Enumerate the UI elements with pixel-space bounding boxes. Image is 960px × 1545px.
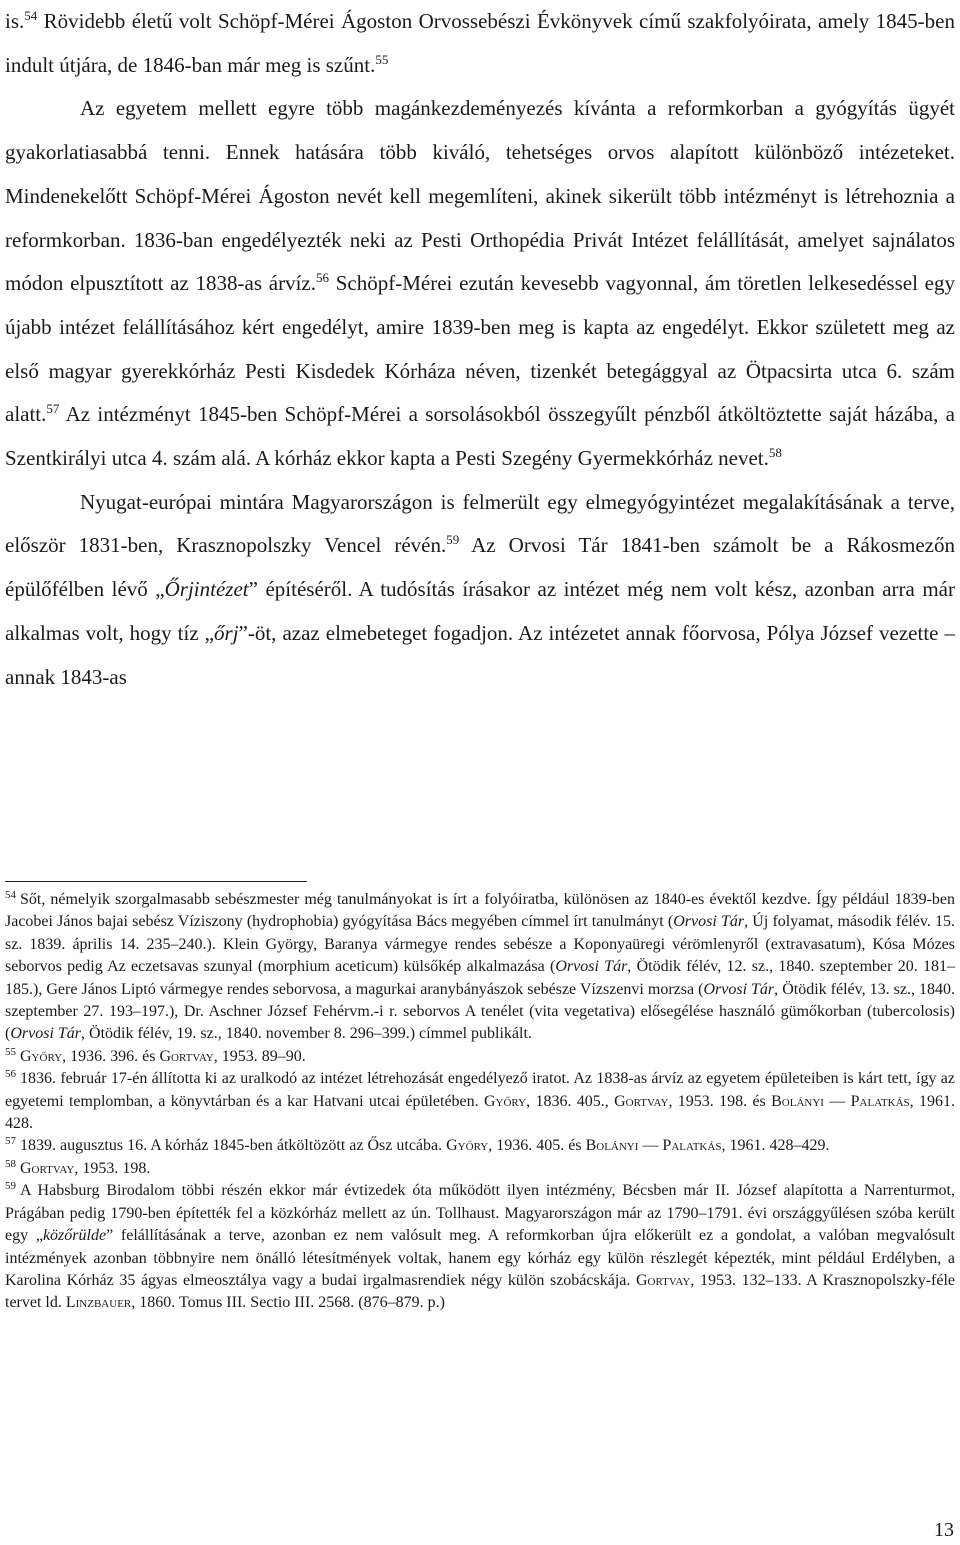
author-name: Gortvay — [636, 1271, 691, 1289]
author-name: Győry — [446, 1137, 489, 1155]
footnote-55 — [5, 1046, 955, 1068]
page-number: 13 — [934, 1519, 954, 1541]
text-run: — — [823, 1092, 851, 1110]
text-run: Az egyetem mellett egyre több magánkezdeményezés kívánta a reformkorban a gyógyítás ügyét gyakorlatiasabbá tenni. Ennek hatására több kiváló, tehetséges orvos alapított különböző intézeteket. Mindenekelőtt Schöpf-Mérei Ágoston nevét kell megemlíteni, akinek sikerült több intézményt is létrehoznia a reformkorban. 1836-ban engedélyezték neki az Pesti Orthopédia Privát Intézet felállítását, amelyet sajnálatos módon elpusztított az 1838-as árvíz. — [5, 96, 955, 296]
footnote-ref-54[interactable]: 54 — [24, 8, 38, 23]
italic-term: Orvosi Tár — [10, 1025, 82, 1043]
footnote-separator — [5, 881, 307, 882]
author-name: Bolányi — [771, 1092, 824, 1110]
author-name: Palatkás — [850, 1092, 910, 1110]
paragraph-2 — [5, 87, 955, 480]
text-run: , 1961. 428–429. — [721, 1137, 830, 1155]
text-run: Az Orvosi Tár 1841-ben számolt be a Rákosmezőn épülőfélben lévő „ — [5, 533, 955, 602]
author-name: Győry — [20, 1047, 63, 1065]
italic-term: Orvosi Tár — [703, 980, 775, 998]
text-run: , 1953. 198. — [74, 1159, 151, 1177]
text-run: , Új folyamat, második félév. 15. sz. 1839. április 14. 235–240.). Klein György, Baranya vármegye rendes sebésze a Koponyaüregi vérömlenyről (extravasatum), Kósa Mózes seborvos pedig Az eczetsavas szunyal (morphium aceticum) külsőkép alkalmazása ( — [5, 913, 955, 976]
italic-term: őrj — [214, 620, 239, 645]
paragraph-3 — [5, 481, 955, 700]
text-run: Sőt, némelyik szorgalmasabb sebészmester még tanulmányokat is írt a folyóiratba, különösen az 1840-es évektől kezdve. Így például 1839-ben Jacobei János bajai sebész Víziszony (hydrophobia) gyógyítása Bács megyében címmel írt tanulmányt ( — [5, 891, 955, 931]
footnote-number: 58 — [5, 1157, 16, 1170]
author-name: Győry — [483, 1092, 527, 1110]
footnote-number: 59 — [5, 1179, 16, 1192]
document-page — [5, 0, 955, 699]
text-run: 1836. február 17-én állította ki az uralkodó az intézet létrehozását engedélyező iratot. Az 1838-as árvíz az egyetem épületeiben is kárt tett, így az egyetemi templomban, a könyvtárban és a kar Hatvani utcai épületében. — [5, 1070, 955, 1110]
footnote-58 — [5, 1158, 955, 1180]
author-name: Linzbauer — [65, 1294, 132, 1312]
paragraph-1 — [5, 0, 955, 87]
footnote-59 — [5, 1180, 955, 1314]
footnote-number: 55 — [5, 1045, 16, 1058]
main-text — [5, 0, 955, 699]
text-run: , Ötödik félév, 19. sz., 1840. november 8. 296–399.) címmel publikált. — [81, 1025, 532, 1043]
footnote-54 — [5, 889, 955, 1046]
italic-term: Orvosi Tár — [555, 958, 628, 976]
text-run: , 1836. 405., — [526, 1092, 615, 1110]
footnote-number: 56 — [5, 1067, 16, 1080]
text-run: Schöpf-Mérei ezután kevesebb vagyonnal, ám töretlen lelkesedéssel egy újabb intézet felállításához kért engedélyt, amire 1839-ben meg is kapta az engedélyt. Ekkor született meg az első magyar gyerekkórház Pesti Kisdedek Kórháza néven, tizenkét betegággyal az Ötpacsirta utca 6. szám alatt. — [5, 271, 955, 427]
text-run: Rövidebb életű volt Schöpf-Mérei Ágoston Orvossebészi Évkönyvek című szakfolyóirata, amely 1845-ben indult útjára, de 1846-ban már meg is szűnt. — [5, 9, 955, 77]
text-run: — — [638, 1137, 663, 1155]
text-run: is. — [5, 9, 25, 33]
text-run: Nyugat-európai mintára Magyarországon is felmerült egy elmegyógyintézet megalakításának a terve, először 1831-ben, Krasznopolszky Vencel révén. — [5, 489, 955, 558]
text-run: , 1936. 396. és — [62, 1047, 160, 1065]
text-run: , 1961. 428. — [5, 1092, 956, 1133]
text-run: Az intézményt 1845-ben Schöpf-Mérei a sorsolásokból összegyűlt pénzből átköltöztette saját házába, a Szentkirályi utca 4. szám alá. A kórház ekkor kapta a Pesti Szegény Gyermekkórház nevet. — [5, 402, 955, 471]
footnotes — [5, 889, 955, 1315]
text-run: A Habsburg Birodalom többi részén ekkor már évtizedek óta működött ilyen intézmény, Bécsben már II. József alapította a Narrenturmot, Prágában pedig 1790-ben építették fel a közkórház mellett az ún. Tollhaust. Magyarországon már az 1790–1791. évi országgyűlésen szóba került egy „ — [5, 1182, 955, 1245]
footnote-57 — [5, 1135, 955, 1157]
footnote-ref-56[interactable]: 56 — [316, 270, 329, 286]
italic-term: Őrjintézet — [164, 577, 249, 602]
author-name: Gortvay — [159, 1047, 214, 1065]
text-run: ” építéséről. A tudósítás írásakor az intézet még nem volt kész, azonban arra már alkalmas volt, hogy tíz „ — [5, 577, 955, 645]
author-name: Gortvay — [20, 1159, 75, 1177]
footnote-ref-55[interactable]: 55 — [375, 51, 389, 67]
italic-term: közőrülde — [42, 1227, 107, 1245]
text-run: , 1953. 198. és — [668, 1092, 772, 1110]
footnote-number: 57 — [5, 1135, 16, 1148]
text-run: 1839. augusztus 16. A kórház 1845-ben átköltözött az Ősz utcába. — [20, 1137, 447, 1155]
text-run: , 1936. 405. és — [488, 1137, 586, 1155]
text-run: , 1953. 89–90. — [213, 1047, 306, 1065]
author-name: Gortvay — [614, 1092, 669, 1110]
text-run: , Ötödik félév, 12. sz., 1840. szeptember 20. 181–185.), Gere János Liptó vármegye rendes seborvosa, a magurkai aranybányászok sebésze Vízszenvi morzsa ( — [5, 958, 956, 998]
footnote-number: 54 — [5, 888, 16, 901]
text-run: ” felállításának a terve, azonban ez nem valósult meg. A reformkorban újra előkerült ez a gondolat, a valóban megvalósult intézmények azonban többnyire nem önálló létesítmények voltak, hanem egy kórház egy külön részlegét képezték, mint például Erdélyben, a Karolina Kórház 35 ágyas elmeosztálya vagy a budai irgalmasrendiek négy külön szobácskája. — [5, 1227, 956, 1289]
text-run: , 1860. Tomus III. Sectio III. 2568. (876–879. p.) — [131, 1294, 445, 1312]
author-name: Bolányi — [585, 1137, 639, 1155]
footnote-ref-58[interactable]: 58 — [768, 445, 782, 461]
text-run: , 1953. 132–133. A Krasznopolszky-féle tervet ld. — [5, 1271, 955, 1312]
footnote-ref-59[interactable]: 59 — [446, 532, 460, 548]
text-run: ”-öt, azaz elmebeteget fogadjon. Az intézetet annak főorvosa, Pólya József vezette – annak 1843-as — [5, 620, 956, 689]
footnote-ref-57[interactable]: 57 — [46, 401, 60, 417]
italic-term: Orvosi Tár — [673, 913, 745, 931]
text-run: , Ötödik félév, 13. sz., 1840. szeptember 27. 193–197.), Dr. Aschner József Fehérvm.-i r. seborvos A tenélet (vita vegetativa) elősegélése használó gümőkorban (tubercolosis) ( — [5, 980, 956, 1043]
footnote-56 — [5, 1068, 955, 1135]
author-name: Palatkás — [662, 1137, 722, 1155]
